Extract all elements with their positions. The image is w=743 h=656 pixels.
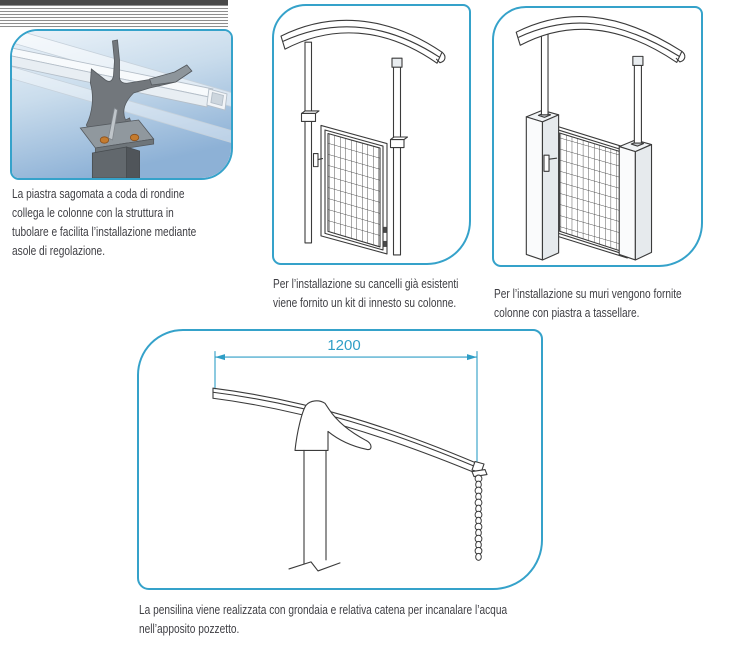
column-cap (392, 58, 402, 67)
right-wall-pillar (619, 140, 651, 260)
right-column (634, 64, 641, 143)
wall-caption (494, 284, 682, 322)
caption-line: Per l’installazione su muri vengono fornite (494, 286, 682, 301)
support-column (92, 147, 139, 178)
caption-line: collega le colonne con la struttura in (12, 205, 174, 220)
wall-install-panel (492, 6, 703, 267)
plate-detail-panel (10, 29, 233, 180)
dovetail-plate-illustration (12, 31, 231, 178)
canopy-side-view-illustration (139, 331, 541, 588)
side-view-panel (137, 329, 543, 590)
caption-line: La pensilina viene realizzata con grondaia e relativa catena per incanalare l’acqua (139, 602, 508, 617)
canopy-on-wall-illustration (494, 8, 701, 265)
caption-line: Per l’installazione su cancelli già esistenti (273, 276, 459, 291)
column-cap (633, 56, 643, 65)
gate-leaf (553, 125, 628, 258)
caption-line: nell’apposito pozzetto. (139, 621, 240, 636)
support-head (295, 401, 371, 451)
left-column (305, 42, 312, 243)
right-column (394, 66, 401, 255)
rain-chain (475, 475, 482, 560)
caption-line: La piastra sagomata a coda di rondine (12, 186, 185, 201)
left-column (541, 26, 548, 115)
gate-install-panel (272, 4, 471, 265)
gate-leaf (321, 125, 387, 254)
side-view-caption (139, 600, 507, 638)
hinge-mark (384, 241, 387, 247)
left-wall-pillar (526, 110, 558, 260)
caption-line: asole di regolazione. (12, 243, 106, 258)
gate-caption (273, 274, 458, 312)
dimension-label: 1200 (327, 337, 361, 355)
canopy-on-gate-illustration (274, 6, 469, 263)
support-column (289, 450, 340, 570)
header-stripes (0, 0, 228, 30)
plate-caption (12, 184, 196, 260)
caption-line: tubolare e facilita l’installazione mediante (12, 224, 197, 239)
caption-line: viene fornito un kit di innesto su colonne. (273, 295, 457, 310)
hinge-mark (384, 227, 387, 233)
break-symbol (289, 562, 340, 571)
caption-line: colonne con piastra a tassellare. (494, 305, 640, 320)
